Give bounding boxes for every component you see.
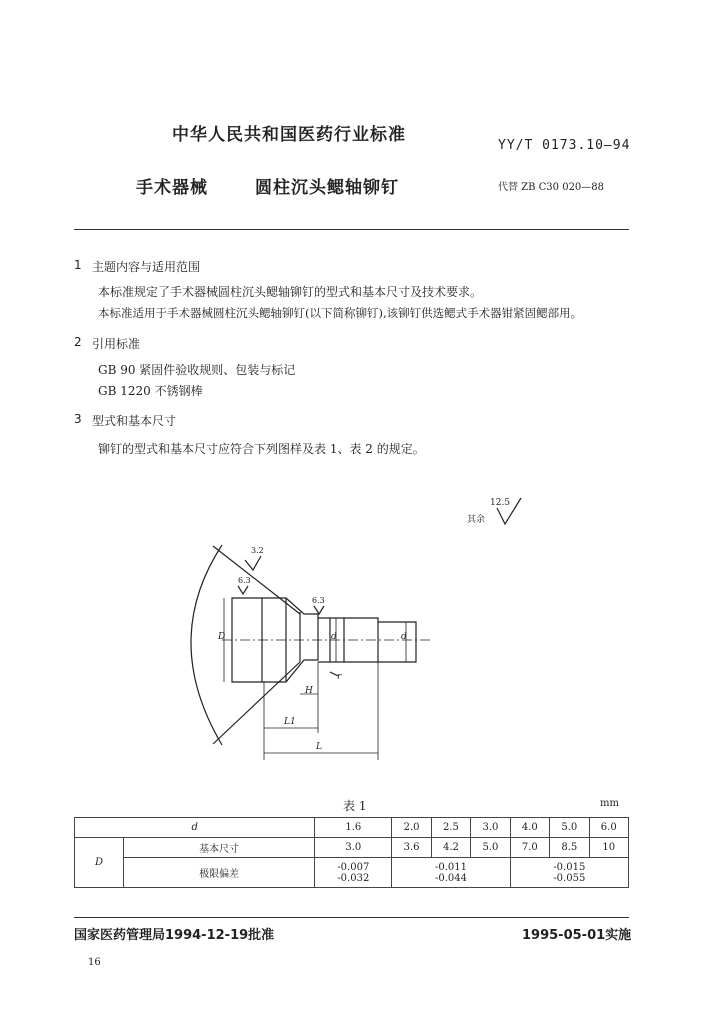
table-1-caption: 表 1 [343, 799, 367, 813]
table-cell: 3.0 [471, 818, 510, 838]
table-cell: 3.6 [392, 838, 431, 858]
roughness-mid-value: 6.3 [312, 596, 325, 605]
table-row [75, 858, 629, 888]
table-cell: D [75, 838, 124, 888]
table-cell [315, 858, 392, 888]
section-3-line-1: 铆钉的型式和基本尺寸应符合下列图样及表 1、表 2 的规定。 [98, 442, 425, 456]
replaces-standard: 代替 ZB C30 020—88 [498, 182, 605, 193]
standard-title-part2: 圆柱沉头鳃轴铆钉 [255, 178, 399, 198]
dim-label-d1: d [401, 632, 407, 642]
table-cell: 4.2 [431, 838, 470, 858]
table-cell [510, 858, 628, 888]
table-cell: 10 [589, 838, 629, 858]
table-cell: d [75, 818, 315, 838]
tol-3-lower: -0.055 [553, 872, 586, 884]
table-cell: 2.0 [392, 818, 431, 838]
table-cell: 1.6 [315, 818, 392, 838]
tol-2-lower: -0.044 [434, 872, 467, 884]
effective-date: 1995-05-01实施 [522, 928, 632, 943]
footer-divider [74, 917, 629, 918]
table-1-unit: mm [600, 798, 619, 809]
table-cell: 3.0 [315, 838, 392, 858]
section-3-title: 型式和基本尺寸 [92, 414, 177, 428]
section-1-line-1: 本标准规定了手术器械圆柱沉头鳃轴铆钉的型式和基本尺寸及技术要求。 [98, 285, 483, 299]
roughness-other-label: 其余 [467, 515, 486, 525]
tol-1-lower: -0.032 [337, 872, 370, 884]
table-cell: 7.0 [510, 838, 549, 858]
table-cell: 5.0 [550, 818, 589, 838]
section-1-title: 主题内容与适用范围 [92, 260, 201, 274]
standard-organization: 中华人民共和国医药行业标准 [172, 125, 406, 145]
roughness-other-value: 12.5 [490, 498, 511, 508]
tol-2-upper: -0.011 [434, 861, 467, 873]
dim-label-D: D [218, 632, 226, 642]
section-2-line-1: GB 90 紧固件验收规则、包装与标记 [98, 363, 296, 377]
standard-code: YY/T 0173.10—94 [498, 138, 631, 153]
section-3-number: 3 [74, 412, 82, 426]
section-1-number: 1 [74, 258, 82, 272]
roughness-head-value: 3.2 [251, 546, 264, 555]
table-cell: 2.5 [431, 818, 470, 838]
dim-label-H: H [305, 686, 313, 696]
table-cell: 基本尺寸 [124, 838, 315, 858]
table-cell [392, 858, 510, 888]
dim-label-d: d [331, 632, 337, 642]
roughness-side-value: 6.3 [238, 576, 251, 585]
table-cell: 4.0 [510, 818, 549, 838]
dim-label-L1: L1 [284, 717, 296, 727]
table-cell: 8.5 [550, 838, 589, 858]
tol-1-upper: -0.007 [337, 861, 370, 873]
section-2-number: 2 [74, 335, 82, 349]
section-2-line-2: GB 1220 不锈钢棒 [98, 384, 203, 398]
table-1 [74, 817, 629, 888]
tol-3-upper: -0.015 [553, 861, 586, 873]
table-row [75, 818, 629, 838]
approval-date: 国家医药管理局1994-12-19批准 [74, 928, 275, 943]
table-cell: 6.0 [589, 818, 629, 838]
standard-title-part1: 手术器械 [136, 178, 208, 198]
page-number: 16 [88, 957, 101, 968]
section-2-title: 引用标准 [92, 337, 141, 351]
table-cell: 5.0 [471, 838, 510, 858]
table-cell: 极限偏差 [124, 858, 315, 888]
dim-label-r: r [337, 672, 342, 682]
table-row [75, 838, 629, 858]
dim-label-L: L [316, 742, 322, 752]
section-1-line-2: 本标准适用于手术器械圆柱沉头鳃轴铆钉(以下简称铆钉),该铆钉供选鳃式手术器钳紧固鳃部用。 [98, 306, 583, 320]
